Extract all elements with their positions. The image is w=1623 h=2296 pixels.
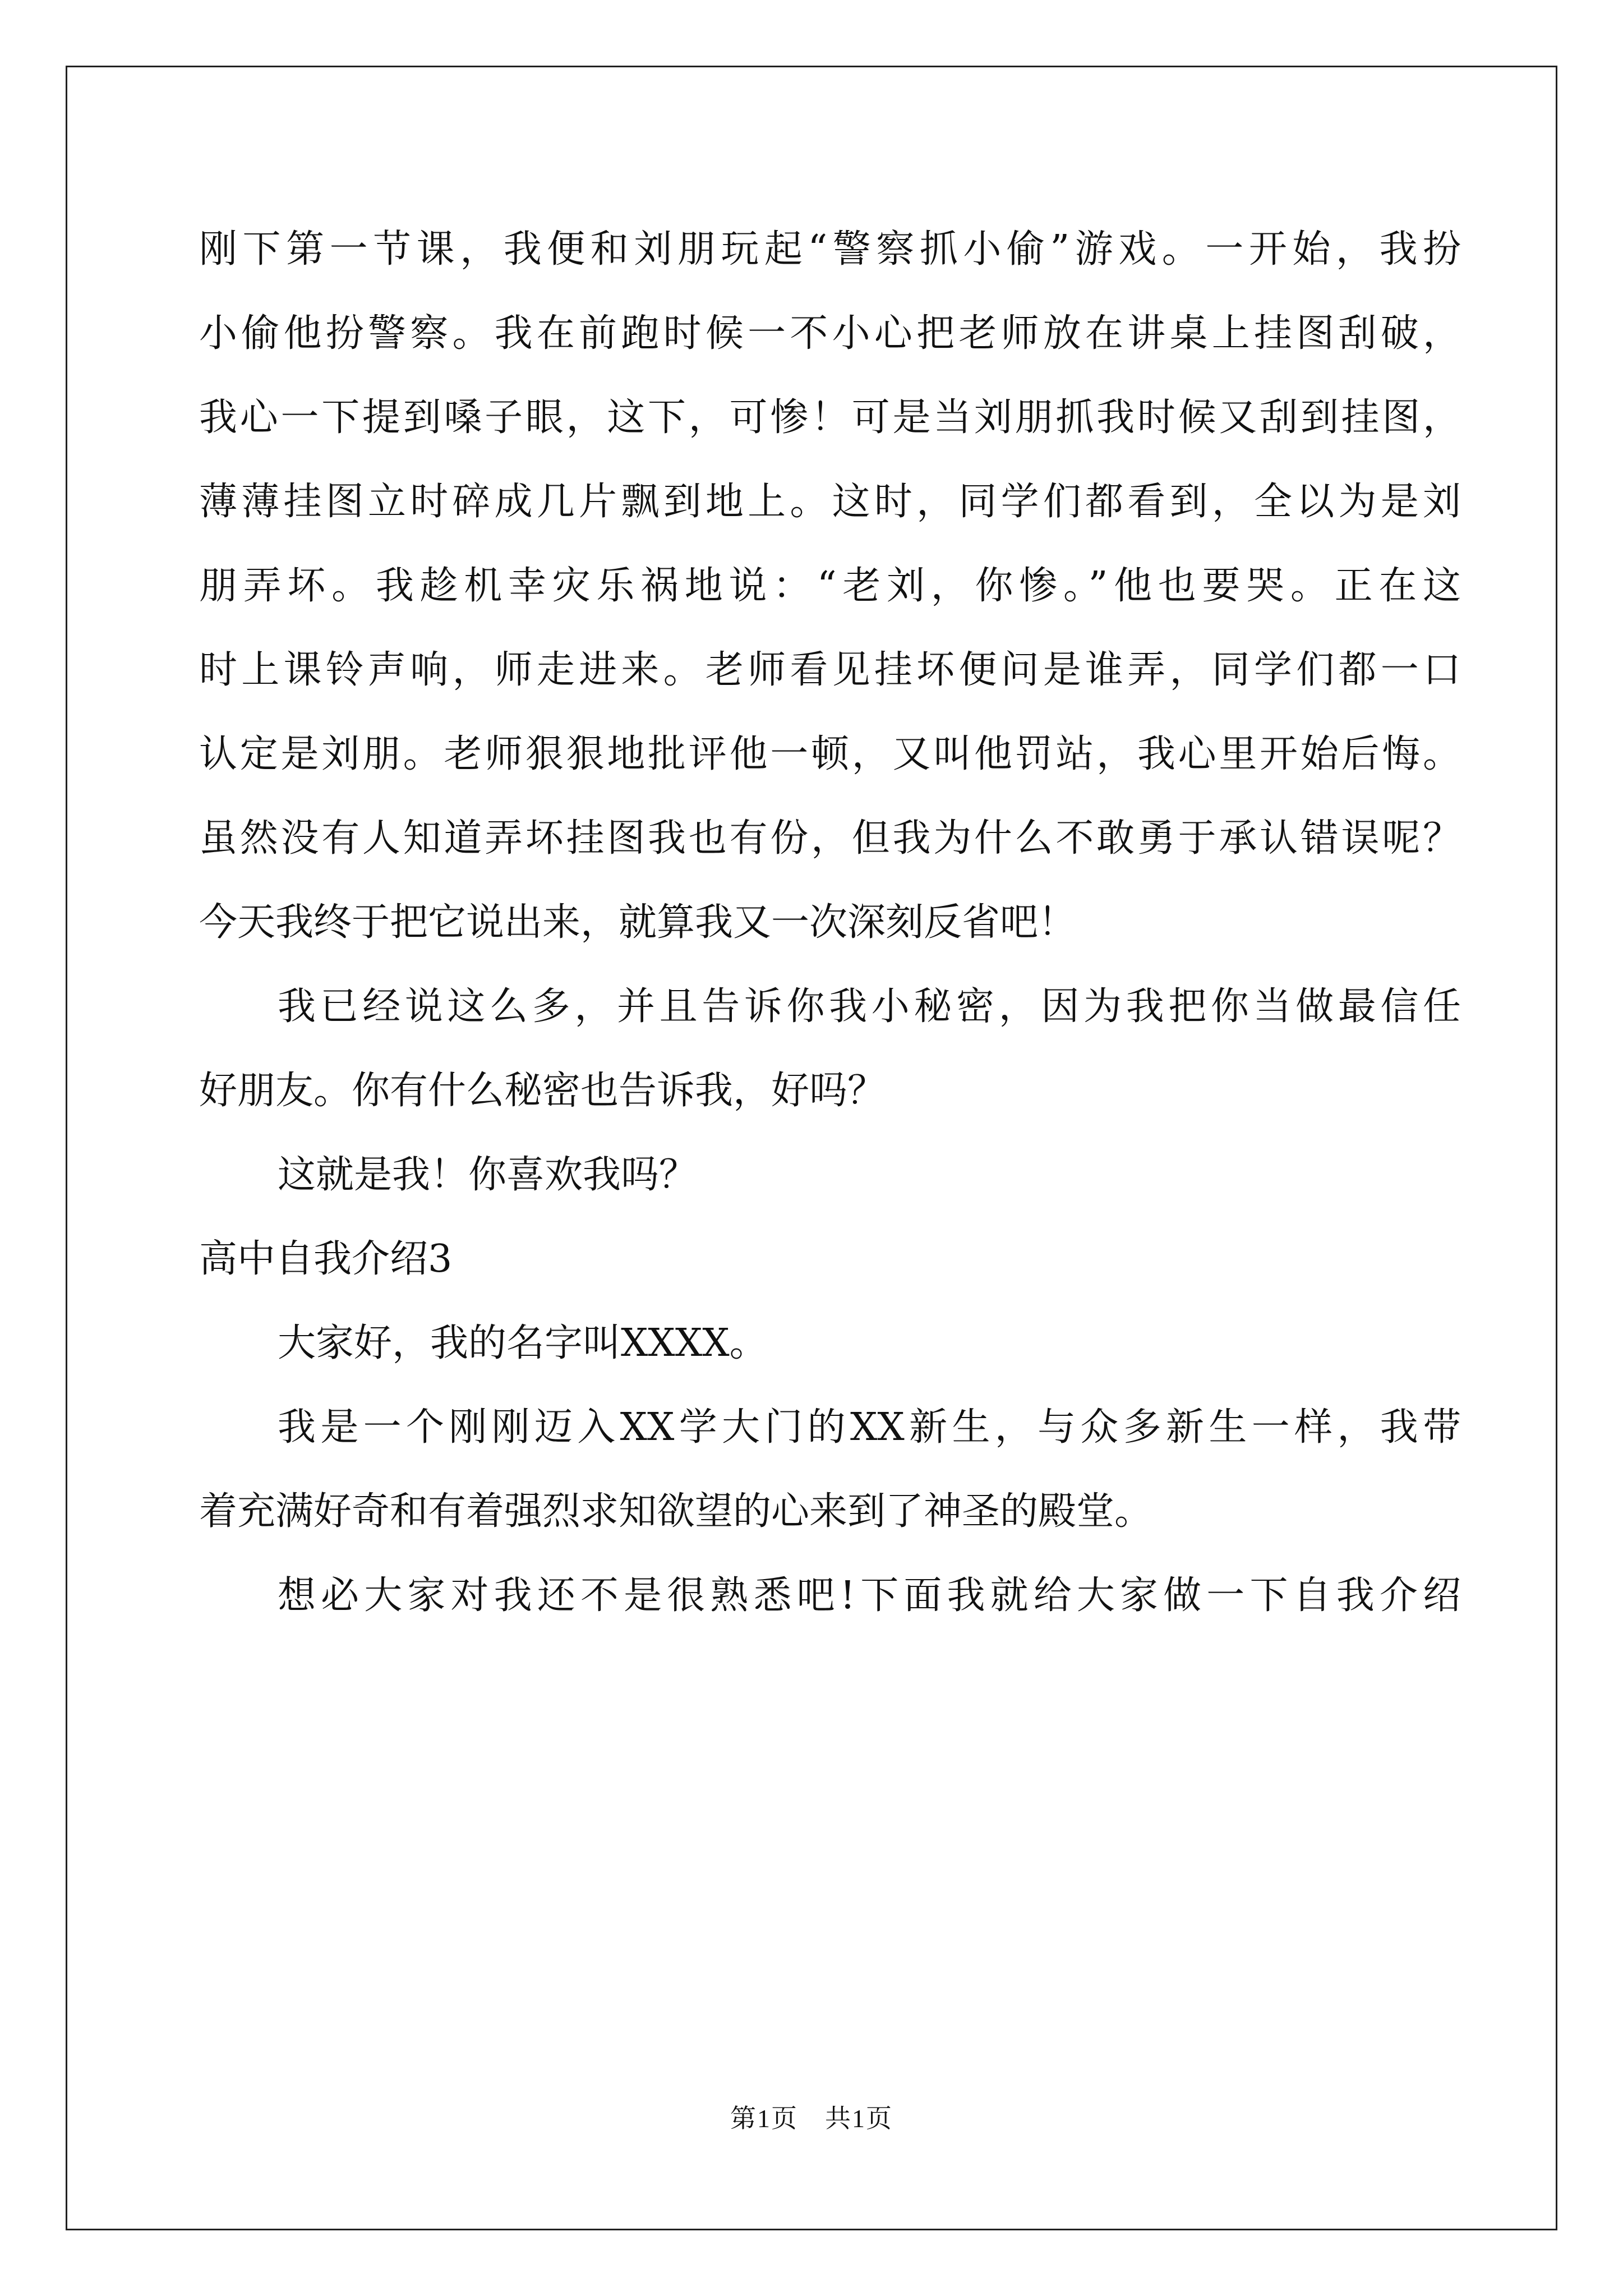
- page-total: 共1页: [825, 2104, 893, 2133]
- page-number: 第1页: [730, 2104, 798, 2133]
- paragraph-line: 想必大家对我还不是很熟悉吧!下面我就给大家做一下自我介绍: [278, 1573, 1461, 1618]
- paragraph-line: 大家好，我的名字叫XXXX。: [278, 1321, 768, 1365]
- document-body: [199, 208, 1461, 1638]
- paragraph-line: 小偷他扮警察。我在前跑时候一不小心把老师放在讲桌上挂图刮破，: [199, 311, 1461, 356]
- paragraph-line: 薄薄挂图立时碎成几片飘到地上。这时，同学们都看到，全以为是刘: [199, 480, 1461, 524]
- paragraph-line: 着充满好奇和有着强烈求知欲望的心来到了神圣的殿堂。: [199, 1489, 1153, 1534]
- paragraph-line: 时上课铃声响，师走进来。老师看见挂坏便问是谁弄，同学们都一口: [199, 648, 1461, 692]
- paragraph-line: 我心一下提到嗓子眼，这下，可惨！可是当刘朋抓我时候又刮到挂图，: [199, 395, 1461, 440]
- paragraph-line: 刚下第一节课，我便和刘朋玩起“警察抓小偷”游戏。一开始，我扮: [199, 227, 1461, 272]
- paragraph-line: 认定是刘朋。老师狠狠地批评他一顿，又叫他罚站，我心里开始后悔。: [199, 732, 1461, 776]
- page-footer: [0, 2098, 1623, 2135]
- paragraph-line: 虽然没有人知道弄坏挂图我也有份，但我为什么不敢勇于承认错误呢？: [199, 816, 1461, 861]
- section-heading: 高中自我介绍3: [199, 1237, 453, 1281]
- paragraph-line: 今天我终于把它说出来，就算我又一次深刻反省吧！: [199, 900, 1077, 945]
- paragraph-line: 我是一个刚刚迈入XX学大门的XX新生，与众多新生一样，我带: [278, 1405, 1461, 1450]
- paragraph-line: 好朋友。你有什么秘密也告诉我，好吗？: [199, 1069, 886, 1113]
- paragraph-line: 这就是我！你喜欢我吗？: [278, 1153, 698, 1197]
- paragraph-line: 朋弄坏。我趁机幸灾乐祸地说：“老刘，你惨。”他也要哭。正在这: [199, 564, 1461, 608]
- paragraph-line: 我已经说这么多，并且告诉你我小秘密，因为我把你当做最信任: [278, 984, 1461, 1029]
